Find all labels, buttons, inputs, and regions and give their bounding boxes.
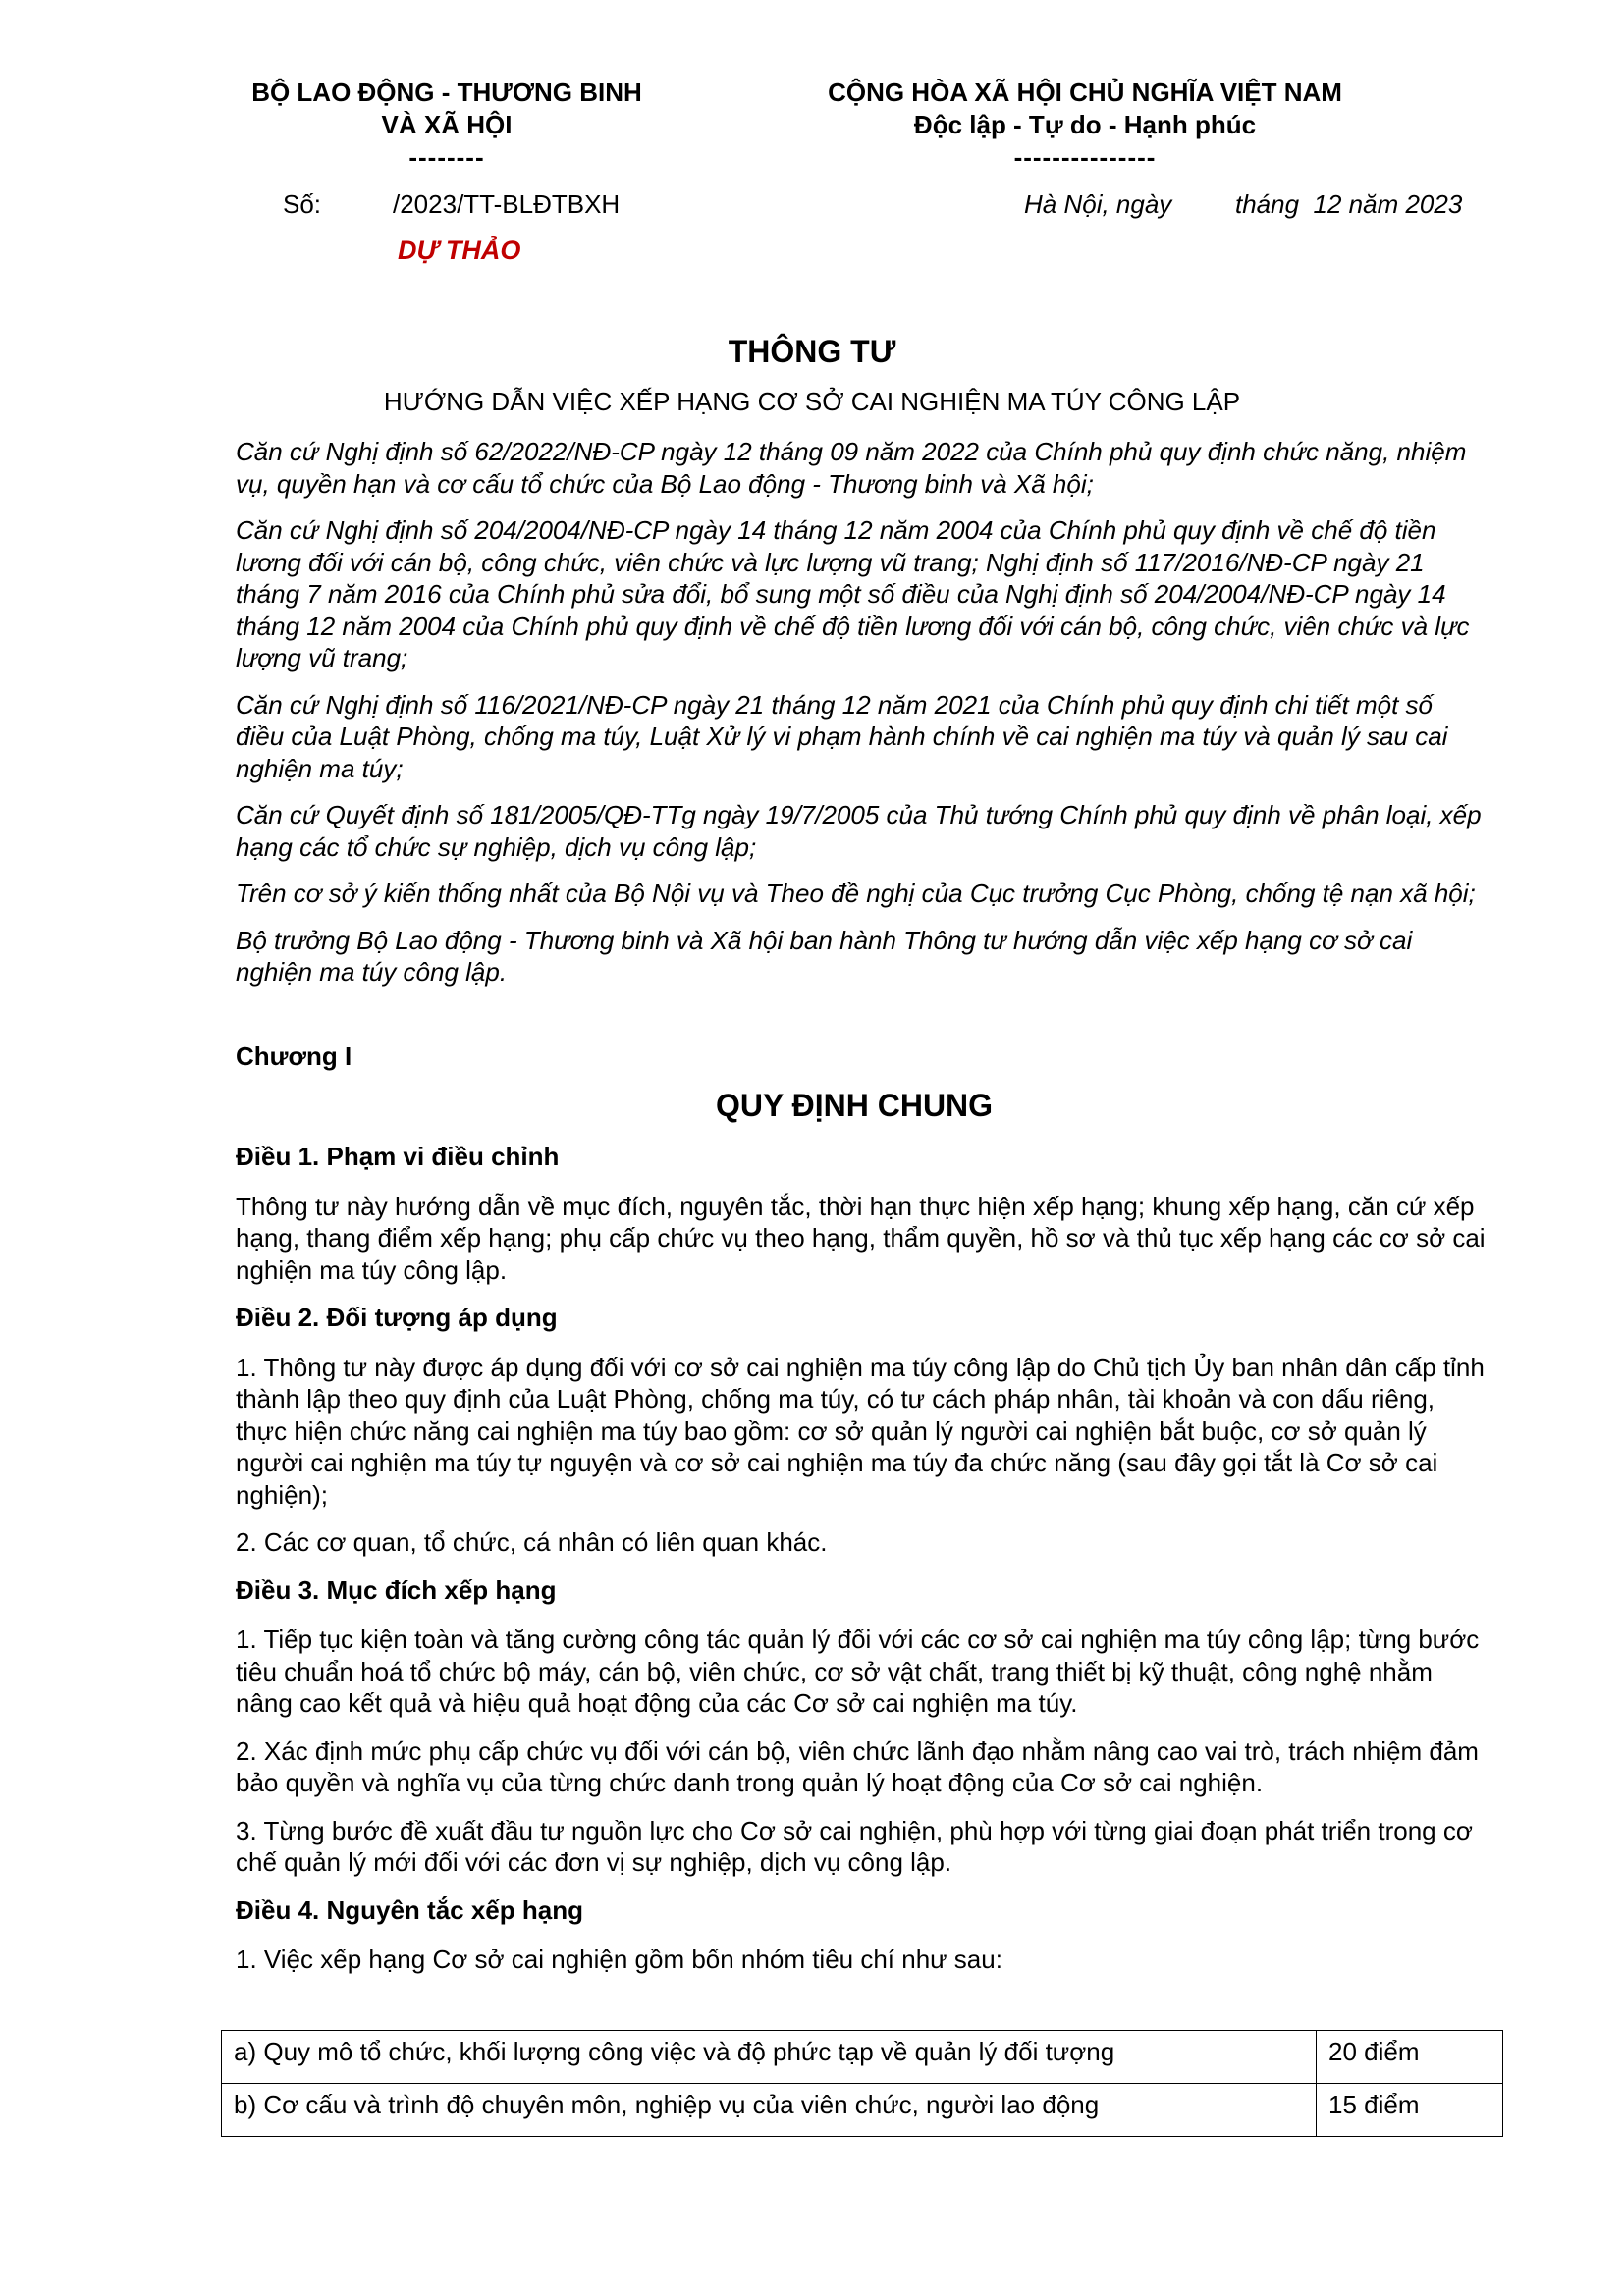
table-row [222,2031,1503,2084]
national-separator: --------------- [1013,142,1157,172]
chapter-title: QUY ĐỊNH CHUNG [715,1088,994,1123]
place-date: Hà Nội, ngày [1024,189,1172,219]
chapter-label: Chương I [236,1041,352,1071]
table-row [222,2084,1503,2137]
doc-number-value: /2023/TT-BLĐTBXH [393,189,621,219]
document-type-title: THÔNG TƯ [728,334,896,369]
preamble-item: Căn cứ Quyết định số 181/2005/QĐ-TTg ngày 19/7/2005 của Thủ tướng Chính phủ quy định về phân loại, xếp hạng các tổ chức sự nghiệp, dịch vụ công lập; [236,800,1482,862]
article-2-paragraph-2: 2. Các cơ quan, tổ chức, cá nhân có liên quan khác. [236,1527,828,1557]
preamble-item: Căn cứ Nghị định số 116/2021/NĐ-CP ngày 21 tháng 12 năm 2021 của Chính phủ quy định chi tiết một số điều của Luật Phòng, chống ma túy, Luật Xử lý vi phạm hành chính về cai nghiện ma túy và quản lý sau cai nghiện ma túy; [236,689,1448,783]
criteria-table [221,2030,1503,2137]
article-2-paragraph-1: 1. Thông tư này được áp dụng đối với cơ sở cai nghiện ma túy công lập do Chủ tịch Ủy ban nhân dân cấp tỉnh thành lập theo quy định của Luật Phòng, chống ma túy, có tư cách pháp nhân, tài khoản và con dấu riêng, thực hiện chức năng cai nghiện ma túy bao gồm: cơ sở quản lý người cai nghiện bắt buộc, cơ sở quản lý người cai nghiện ma túy tự nguyện và cơ sở cai nghiện ma túy đa chức năng (sau đây gọi tắt là Cơ sở cai nghiện); [236,1352,1485,1510]
preamble-item: Trên cơ sở ý kiến thống nhất của Bộ Nội vụ và Theo đề nghị của Cục trưởng Cục Phòng, chống tệ nạn xã hội; [236,879,1476,908]
points-cell: 15 điểm [1317,2084,1503,2137]
article-3-paragraph-1: 1. Tiếp tục kiện toàn và tăng cường công tác quản lý đối với các cơ sở cai nghiện ma túy công lập; từng bước tiêu chuẩn hoá tổ chức bộ máy, cán bộ, viên chức, cơ sở vật chất, trang thiết bị kỹ thuật, công nghệ nhằm nâng cao kết quả và hiệu quả hoạt động của các Cơ sở cai nghiện ma túy. [236,1625,1480,1718]
article-4-paragraph-1: 1. Việc xếp hạng Cơ sở cai nghiện gồm bốn nhóm tiêu chí như sau: [236,1945,1002,1974]
preamble [236,436,1488,988]
preamble-item: Căn cứ Nghị định số 62/2022/NĐ-CP ngày 12 tháng 09 năm 2022 của Chính phủ quy định chức năng, nhiệm vụ, quyền hạn và cơ cấu tổ chức của Bộ Lao động - Thương binh và Xã hội; [236,437,1467,499]
article-3-paragraph-3: 3. Từng bước đề xuất đầu tư nguồn lực cho Cơ sở cai nghiện, phù hợp với từng giai đoạn phát triển trong cơ chế quản lý mới đối với các đơn vị sự nghiệp, dịch vụ công lập. [236,1815,1473,1877]
national-motto: Độc lập - Tự do - Hạnh phúc [913,110,1257,139]
article-4-title: Điều 4. Nguyên tắc xếp hạng [236,1895,583,1925]
article-1-title: Điều 1. Phạm vi điều chỉnh [236,1142,560,1171]
articles-section [236,1141,1488,1976]
article-3-paragraph-2: 2. Xác định mức phụ cấp chức vụ đối với cán bộ, viên chức lãnh đạo nhằm nâng cao vai trò, trách nhiệm đảm bảo quyền và nghĩa vụ của từng chức danh trong quản lý hoạt động của Cơ sở cai nghiện. [236,1735,1479,1797]
article-3-title: Điều 3. Mục đích xếp hạng [236,1575,557,1605]
draft-label: DỰ THẢO [398,236,521,265]
criterion-cell: b) Cơ cấu và trình độ chuyên môn, nghiệp vụ của viên chức, người lao động [222,2084,1317,2137]
points-cell: 20 điểm [1317,2031,1503,2084]
criterion-cell: a) Quy mô tổ chức, khối lượng công việc và độ phức tạp về quản lý đối tượng [222,2031,1317,2084]
national-name: CỘNG HÒA XÃ HỘI CHỦ NGHĨA VIỆT NAM [828,78,1342,107]
date-month-year: tháng 12 năm 2023 [1235,189,1463,219]
preamble-item: Bộ trưởng Bộ Lao động - Thương binh và Xã hội ban hành Thông tư hướng dẫn việc xếp hạng cơ sở cai nghiện ma túy công lập. [236,925,1413,987]
ministry-header [231,77,663,174]
preamble-item: Căn cứ Nghị định số 204/2004/NĐ-CP ngày 14 tháng 12 năm 2004 của Chính phủ quy định về chế độ tiền lương đối với cán bộ, công chức, viên chức và lực lượng vũ trang; Nghị định số 117/2016/NĐ-CP ngày 21 tháng 7 năm 2016 của Chính phủ sửa đổi, bổ sung một số điều của Nghị định số 204/2004/NĐ-CP ngày 14 tháng 12 năm 2004 của Chính phủ quy định về chế độ tiền lương đối với cán bộ, công chức, viên chức và lực lượng vũ trang; [236,515,1470,672]
article-1-paragraph: Thông tư này hướng dẫn về mục đích, nguyên tắc, thời hạn thực hiện xếp hạng; khung xếp hạng, căn cứ xếp hạng, thang điểm xếp hạng; phụ cấp chức vụ theo hạng, thẩm quyền, hồ sơ và thủ tục xếp hạng các cơ sở cai nghiện ma túy công lập. [236,1191,1486,1285]
document-subtitle: HƯỚNG DẪN VIỆC XẾP HẠNG CƠ SỞ CAI NGHIỆN MA TÚY CÔNG LẬP [383,387,1241,416]
doc-number-label: Số: [283,189,322,219]
national-header [805,77,1365,174]
ministry-name-line2: VÀ XÃ HỘI [381,110,513,139]
ministry-name-line1: BỘ LAO ĐỘNG - THƯƠNG BINH [251,78,642,107]
article-2-title: Điều 2. Đối tượng áp dụng [236,1303,558,1332]
ministry-separator: -------- [408,142,485,172]
